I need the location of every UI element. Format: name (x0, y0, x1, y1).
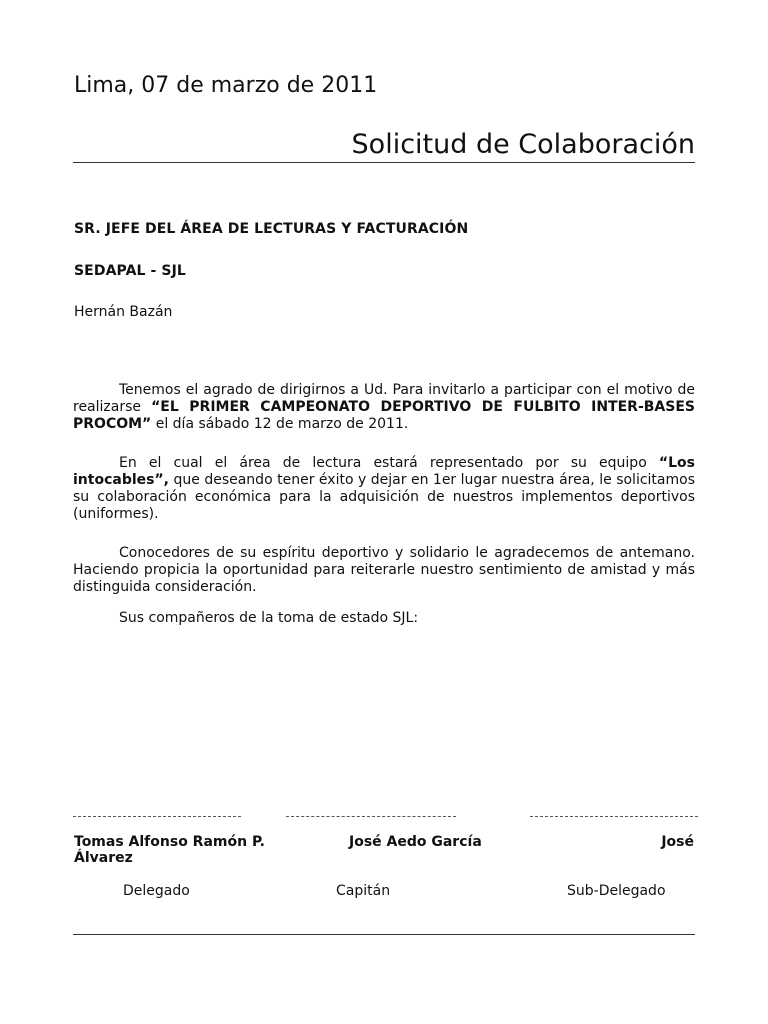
signer-role-captain: Capitán (336, 883, 391, 899)
title-divider (73, 162, 695, 163)
recipient-organization: SEDAPAL - SJL (74, 263, 186, 279)
paragraph-text: Tenemos el agrado de dirigirnos a Ud. Para invitarlo a participar con el motivo de realizarse (73, 382, 695, 415)
body-paragraph-request (73, 455, 695, 523)
letter-date: Lima, 07 de marzo de 2011 (74, 73, 378, 98)
championship-name: “EL PRIMER CAMPEONATO DEPORTIVO DE FULBITO INTER-BASES PROCOM” (73, 399, 695, 432)
signer-role-subdelegate: Sub-Delegado (567, 883, 666, 899)
team-name: “Los intocables”, (73, 455, 695, 488)
recipient-position: SR. JEFE DEL ÁREA DE LECTURAS Y FACTURACIÓN (74, 221, 469, 237)
body-paragraph-invitation (73, 382, 695, 433)
signer-role-delegate: Delegado (123, 883, 190, 899)
signer-name-subdelegate: José (661, 834, 694, 850)
paragraph-text: el día sábado 12 de marzo de 2011. (151, 416, 409, 432)
signature-line (286, 816, 456, 817)
signature-line (73, 816, 241, 817)
paragraph-text: que deseando tener éxito y dejar en 1er lugar nuestra área, le solicitamos su colaboración económica para la adquisición de nuestros implementos deportivos (uniformes). (73, 472, 695, 522)
body-paragraph-closing: Sus compañeros de la toma de estado SJL: (119, 610, 419, 626)
recipient-name: Hernán Bazán (74, 304, 173, 320)
footer-divider (73, 934, 695, 935)
paragraph-text: En el cual el área de lectura estará representado por su equipo (119, 455, 659, 471)
signer-name-captain: José Aedo García (349, 834, 482, 850)
signature-line (530, 816, 698, 817)
letter-title: Solicitud de Colaboración (351, 129, 695, 160)
body-paragraph-thanks: Conocedores de su espíritu deportivo y solidario le agradecemos de antemano. Haciendo propicia la oportunidad para reiterarle nuestro sentimiento de amistad y más distinguida consideración. (73, 545, 695, 595)
signer-name-delegate: Tomas Alfonso Ramón P. Álvarez (74, 834, 265, 866)
